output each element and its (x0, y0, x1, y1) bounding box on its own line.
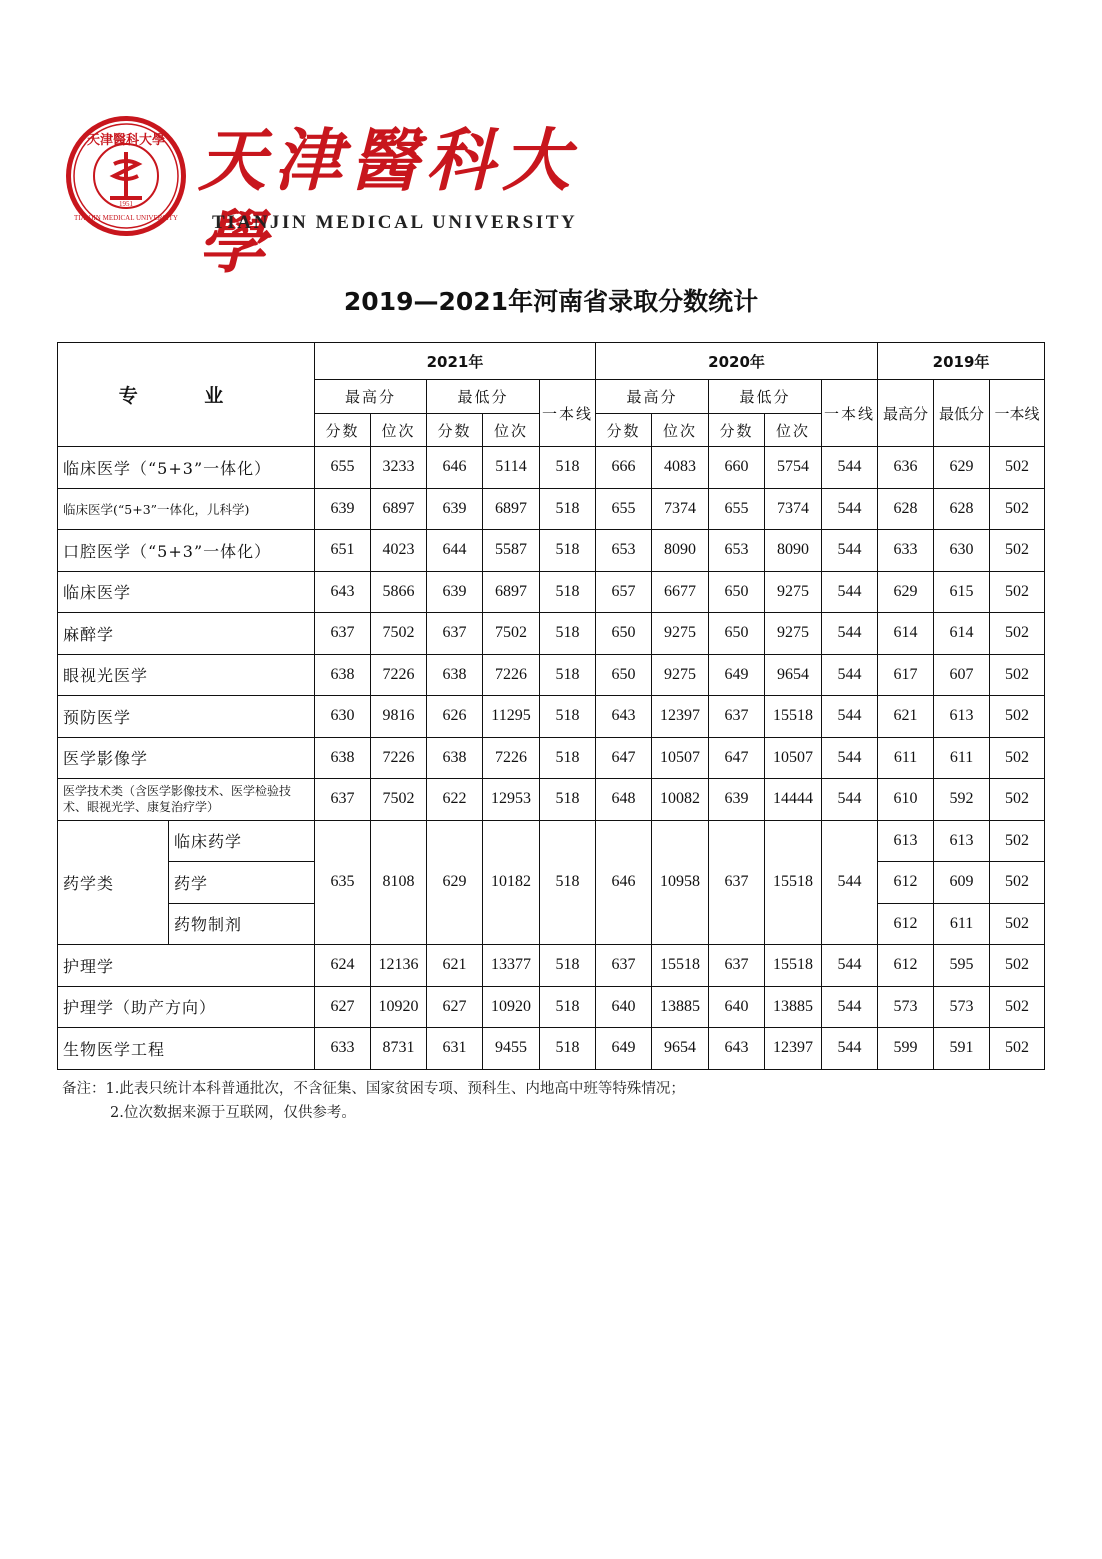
score-cell: 614 (878, 613, 934, 655)
score-cell: 518 (540, 820, 596, 945)
score-cell: 544 (822, 654, 878, 696)
score-cell: 6897 (483, 571, 540, 613)
svg-text:天津醫科大學: 天津醫科大學 (86, 133, 166, 148)
score-cell: 638 (427, 737, 483, 779)
score-cell: 636 (878, 447, 934, 489)
table-row (58, 779, 1045, 821)
score-cell: 633 (878, 530, 934, 572)
header (64, 112, 624, 283)
line-header-2019: 一本线 (990, 380, 1045, 447)
footnotes (62, 1077, 685, 1125)
score-cell: 651 (315, 530, 371, 572)
score-cell: 518 (540, 1028, 596, 1070)
line-header-2021: 一本线 (540, 380, 596, 447)
score-cell: 6897 (371, 488, 427, 530)
score-cell: 5587 (483, 530, 540, 572)
score-cell: 591 (934, 1028, 990, 1070)
major-name: 医学技术类（含医学影像技术、医学检验技术、眼视光学、康复治疗学） (58, 779, 315, 821)
score-cell: 631 (427, 1028, 483, 1070)
score-cell: 7226 (483, 654, 540, 696)
score-cell: 655 (596, 488, 652, 530)
major-name: 眼视光医学 (58, 654, 315, 696)
score-cell: 629 (427, 820, 483, 945)
score-cell: 502 (990, 779, 1045, 821)
score-cell: 544 (822, 530, 878, 572)
score-cell: 5114 (483, 447, 540, 489)
lowest-header-2021: 最低分 (427, 380, 540, 414)
major-name: 护理学（助产方向） (58, 986, 315, 1028)
score-cell: 502 (990, 696, 1045, 738)
score-cell: 637 (709, 820, 765, 945)
score-cell: 611 (934, 737, 990, 779)
score-cell: 638 (315, 654, 371, 696)
highest-header-2019: 最高分 (878, 380, 934, 447)
score-cell: 611 (878, 737, 934, 779)
table-row (58, 945, 1045, 987)
score-cell: 629 (934, 447, 990, 489)
admission-score-table (57, 342, 1045, 1070)
score-cell: 7374 (652, 488, 709, 530)
score-cell: 4083 (652, 447, 709, 489)
major-name: 临床医学(“5+3”一体化，儿科学) (58, 488, 315, 530)
university-seal-logo (64, 114, 188, 238)
score-cell: 624 (315, 945, 371, 987)
score-cell: 13885 (652, 986, 709, 1028)
score-cell: 10082 (652, 779, 709, 821)
sub-major-name: 临床药学 (169, 820, 315, 862)
score-cell: 9816 (371, 696, 427, 738)
table-row (58, 654, 1045, 696)
score-cell: 502 (990, 654, 1045, 696)
score-cell: 12953 (483, 779, 540, 821)
score-cell: 666 (596, 447, 652, 489)
score-cell: 502 (990, 820, 1045, 862)
score-cell: 7226 (371, 737, 427, 779)
score-cell: 637 (427, 613, 483, 655)
score-cell: 639 (427, 488, 483, 530)
score-cell: 13885 (765, 986, 822, 1028)
table-row (58, 613, 1045, 655)
score-cell: 518 (540, 447, 596, 489)
score-cell: 3233 (371, 447, 427, 489)
score-cell: 518 (540, 945, 596, 987)
year-header-2020: 2020年 (596, 343, 878, 380)
score-cell: 15518 (765, 945, 822, 987)
score-header: 分数 (427, 414, 483, 447)
score-cell: 638 (315, 737, 371, 779)
score-cell: 7226 (371, 654, 427, 696)
footnote-2: 2.位次数据来源于互联网，仅供参考。 (110, 1105, 356, 1121)
score-cell: 10182 (483, 820, 540, 945)
score-cell: 5866 (371, 571, 427, 613)
score-cell: 617 (878, 654, 934, 696)
line-header-2020: 一本线 (822, 380, 878, 447)
score-cell: 647 (709, 737, 765, 779)
score-cell: 518 (540, 530, 596, 572)
score-cell: 637 (709, 696, 765, 738)
score-cell: 613 (878, 820, 934, 862)
score-cell: 10958 (652, 820, 709, 945)
table-row (58, 986, 1045, 1028)
year-header-2021: 2021年 (315, 343, 596, 380)
score-cell: 10507 (652, 737, 709, 779)
major-name: 麻醉学 (58, 613, 315, 655)
score-cell: 650 (596, 654, 652, 696)
score-cell: 650 (596, 613, 652, 655)
score-cell: 15518 (765, 696, 822, 738)
score-cell: 627 (427, 986, 483, 1028)
lowest-header-2019: 最低分 (934, 380, 990, 447)
score-cell: 650 (709, 613, 765, 655)
score-cell: 7502 (371, 779, 427, 821)
major-group-name: 药学类 (58, 820, 169, 945)
score-cell: 518 (540, 779, 596, 821)
table-row (58, 488, 1045, 530)
sub-major-name: 药学 (169, 862, 315, 904)
score-cell: 502 (990, 447, 1045, 489)
score-cell: 643 (596, 696, 652, 738)
score-cell: 544 (822, 986, 878, 1028)
score-cell: 611 (934, 903, 990, 945)
score-cell: 655 (709, 488, 765, 530)
score-cell: 649 (709, 654, 765, 696)
score-cell: 9455 (483, 1028, 540, 1070)
score-cell: 544 (822, 613, 878, 655)
score-cell: 653 (709, 530, 765, 572)
score-cell: 544 (822, 571, 878, 613)
score-cell: 628 (934, 488, 990, 530)
score-cell: 640 (596, 986, 652, 1028)
score-cell: 628 (878, 488, 934, 530)
major-name: 医学影像学 (58, 737, 315, 779)
score-cell: 633 (315, 1028, 371, 1070)
major-name: 护理学 (58, 945, 315, 987)
score-cell: 5754 (765, 447, 822, 489)
score-cell: 544 (822, 488, 878, 530)
score-cell: 609 (934, 862, 990, 904)
score-cell: 646 (596, 820, 652, 945)
score-cell: 502 (990, 862, 1045, 904)
score-cell: 640 (709, 986, 765, 1028)
score-cell: 518 (540, 488, 596, 530)
score-cell: 12136 (371, 945, 427, 987)
score-cell: 12397 (652, 696, 709, 738)
score-cell: 610 (878, 779, 934, 821)
score-cell: 647 (596, 737, 652, 779)
score-cell: 637 (315, 779, 371, 821)
score-cell: 6897 (483, 488, 540, 530)
year-header-2019: 2019年 (878, 343, 1045, 380)
score-cell: 4023 (371, 530, 427, 572)
score-cell: 544 (822, 820, 878, 945)
score-cell: 635 (315, 820, 371, 945)
score-cell: 9275 (765, 571, 822, 613)
score-cell: 622 (427, 779, 483, 821)
highest-header-2021: 最高分 (315, 380, 427, 414)
score-cell: 655 (315, 447, 371, 489)
score-cell: 8108 (371, 820, 427, 945)
score-cell: 518 (540, 737, 596, 779)
sub-major-name: 药物制剂 (169, 903, 315, 945)
score-cell: 644 (427, 530, 483, 572)
score-cell: 518 (540, 613, 596, 655)
brand-name-english: TIANJIN MEDICAL UNIVERSITY (212, 212, 578, 233)
score-cell: 599 (878, 1028, 934, 1070)
highest-header-2020: 最高分 (596, 380, 709, 414)
score-cell: 7374 (765, 488, 822, 530)
table-row (58, 571, 1045, 613)
score-cell: 15518 (652, 945, 709, 987)
svg-text:TIANJIN MEDICAL UNIVERSITY: TIANJIN MEDICAL UNIVERSITY (74, 214, 178, 222)
score-cell: 7502 (483, 613, 540, 655)
score-cell: 615 (934, 571, 990, 613)
score-cell: 8090 (765, 530, 822, 572)
score-cell: 544 (822, 696, 878, 738)
score-cell: 621 (878, 696, 934, 738)
score-cell: 7502 (371, 613, 427, 655)
score-cell: 612 (878, 862, 934, 904)
score-cell: 502 (990, 903, 1045, 945)
score-cell: 649 (596, 1028, 652, 1070)
lowest-header-2020: 最低分 (709, 380, 822, 414)
score-cell: 639 (709, 779, 765, 821)
score-cell: 9654 (652, 1028, 709, 1070)
score-cell: 544 (822, 1028, 878, 1070)
score-cell: 10507 (765, 737, 822, 779)
score-cell: 502 (990, 530, 1045, 572)
score-cell: 613 (934, 820, 990, 862)
major-name: 口腔医学（“5+3”一体化） (58, 530, 315, 572)
footnote-1: 备注：1.此表只统计本科普通批次，不含征集、国家贫困专项、预科生、内地高中班等特殊情况； (62, 1081, 685, 1097)
score-cell: 502 (990, 571, 1045, 613)
page-title: 2019—2021年河南省录取分数统计 (343, 287, 759, 316)
rank-header: 位次 (652, 414, 709, 447)
score-cell: 11295 (483, 696, 540, 738)
score-cell: 629 (878, 571, 934, 613)
score-cell: 648 (596, 779, 652, 821)
score-cell: 544 (822, 945, 878, 987)
svg-text:1951: 1951 (119, 200, 133, 208)
score-cell: 544 (822, 737, 878, 779)
score-cell: 613 (934, 696, 990, 738)
score-cell: 637 (596, 945, 652, 987)
score-cell: 614 (934, 613, 990, 655)
table-row (58, 696, 1045, 738)
score-cell: 8731 (371, 1028, 427, 1070)
score-cell: 502 (990, 613, 1045, 655)
score-cell: 14444 (765, 779, 822, 821)
major-header: 专 业 (58, 343, 315, 447)
score-cell: 502 (990, 1028, 1045, 1070)
score-cell: 518 (540, 571, 596, 613)
score-cell: 518 (540, 696, 596, 738)
score-cell: 653 (596, 530, 652, 572)
score-cell: 13377 (483, 945, 540, 987)
score-cell: 650 (709, 571, 765, 613)
score-cell: 9275 (652, 654, 709, 696)
score-cell: 502 (990, 986, 1045, 1028)
score-cell: 639 (427, 571, 483, 613)
score-cell: 630 (315, 696, 371, 738)
score-cell: 544 (822, 779, 878, 821)
score-cell: 626 (427, 696, 483, 738)
score-cell: 518 (540, 986, 596, 1028)
score-cell: 502 (990, 488, 1045, 530)
score-cell: 646 (427, 447, 483, 489)
score-cell: 639 (315, 488, 371, 530)
score-cell: 6677 (652, 571, 709, 613)
score-header: 分数 (596, 414, 652, 447)
score-cell: 657 (596, 571, 652, 613)
score-cell: 573 (934, 986, 990, 1028)
brand-name-chinese: 天津醫科大學 (198, 121, 579, 283)
table-row (58, 1028, 1045, 1070)
major-name: 临床医学（“5+3”一体化） (58, 447, 315, 489)
score-cell: 595 (934, 945, 990, 987)
score-cell: 637 (709, 945, 765, 987)
score-cell: 12397 (765, 1028, 822, 1070)
score-cell: 627 (315, 986, 371, 1028)
score-cell: 612 (878, 903, 934, 945)
table-row (58, 530, 1045, 572)
score-cell: 8090 (652, 530, 709, 572)
major-name: 生物医学工程 (58, 1028, 315, 1070)
score-cell: 621 (427, 945, 483, 987)
score-cell: 638 (427, 654, 483, 696)
table-row (58, 447, 1045, 489)
score-header: 分数 (315, 414, 371, 447)
table-row (58, 820, 1045, 862)
score-header: 分数 (709, 414, 765, 447)
score-cell: 607 (934, 654, 990, 696)
score-cell: 643 (315, 571, 371, 613)
major-name: 预防医学 (58, 696, 315, 738)
score-cell: 637 (315, 613, 371, 655)
score-cell: 9275 (652, 613, 709, 655)
score-cell: 518 (540, 654, 596, 696)
table-row (58, 737, 1045, 779)
score-cell: 15518 (765, 820, 822, 945)
score-cell: 9654 (765, 654, 822, 696)
major-name: 临床医学 (58, 571, 315, 613)
score-cell: 502 (990, 737, 1045, 779)
score-cell: 630 (934, 530, 990, 572)
score-cell: 9275 (765, 613, 822, 655)
score-cell: 544 (822, 447, 878, 489)
score-cell: 592 (934, 779, 990, 821)
score-cell: 660 (709, 447, 765, 489)
rank-header: 位次 (765, 414, 822, 447)
score-cell: 612 (878, 945, 934, 987)
score-cell: 10920 (483, 986, 540, 1028)
score-cell: 502 (990, 945, 1045, 987)
score-cell: 7226 (483, 737, 540, 779)
score-cell: 573 (878, 986, 934, 1028)
rank-header: 位次 (371, 414, 427, 447)
rank-header: 位次 (483, 414, 540, 447)
score-cell: 643 (709, 1028, 765, 1070)
score-cell: 10920 (371, 986, 427, 1028)
